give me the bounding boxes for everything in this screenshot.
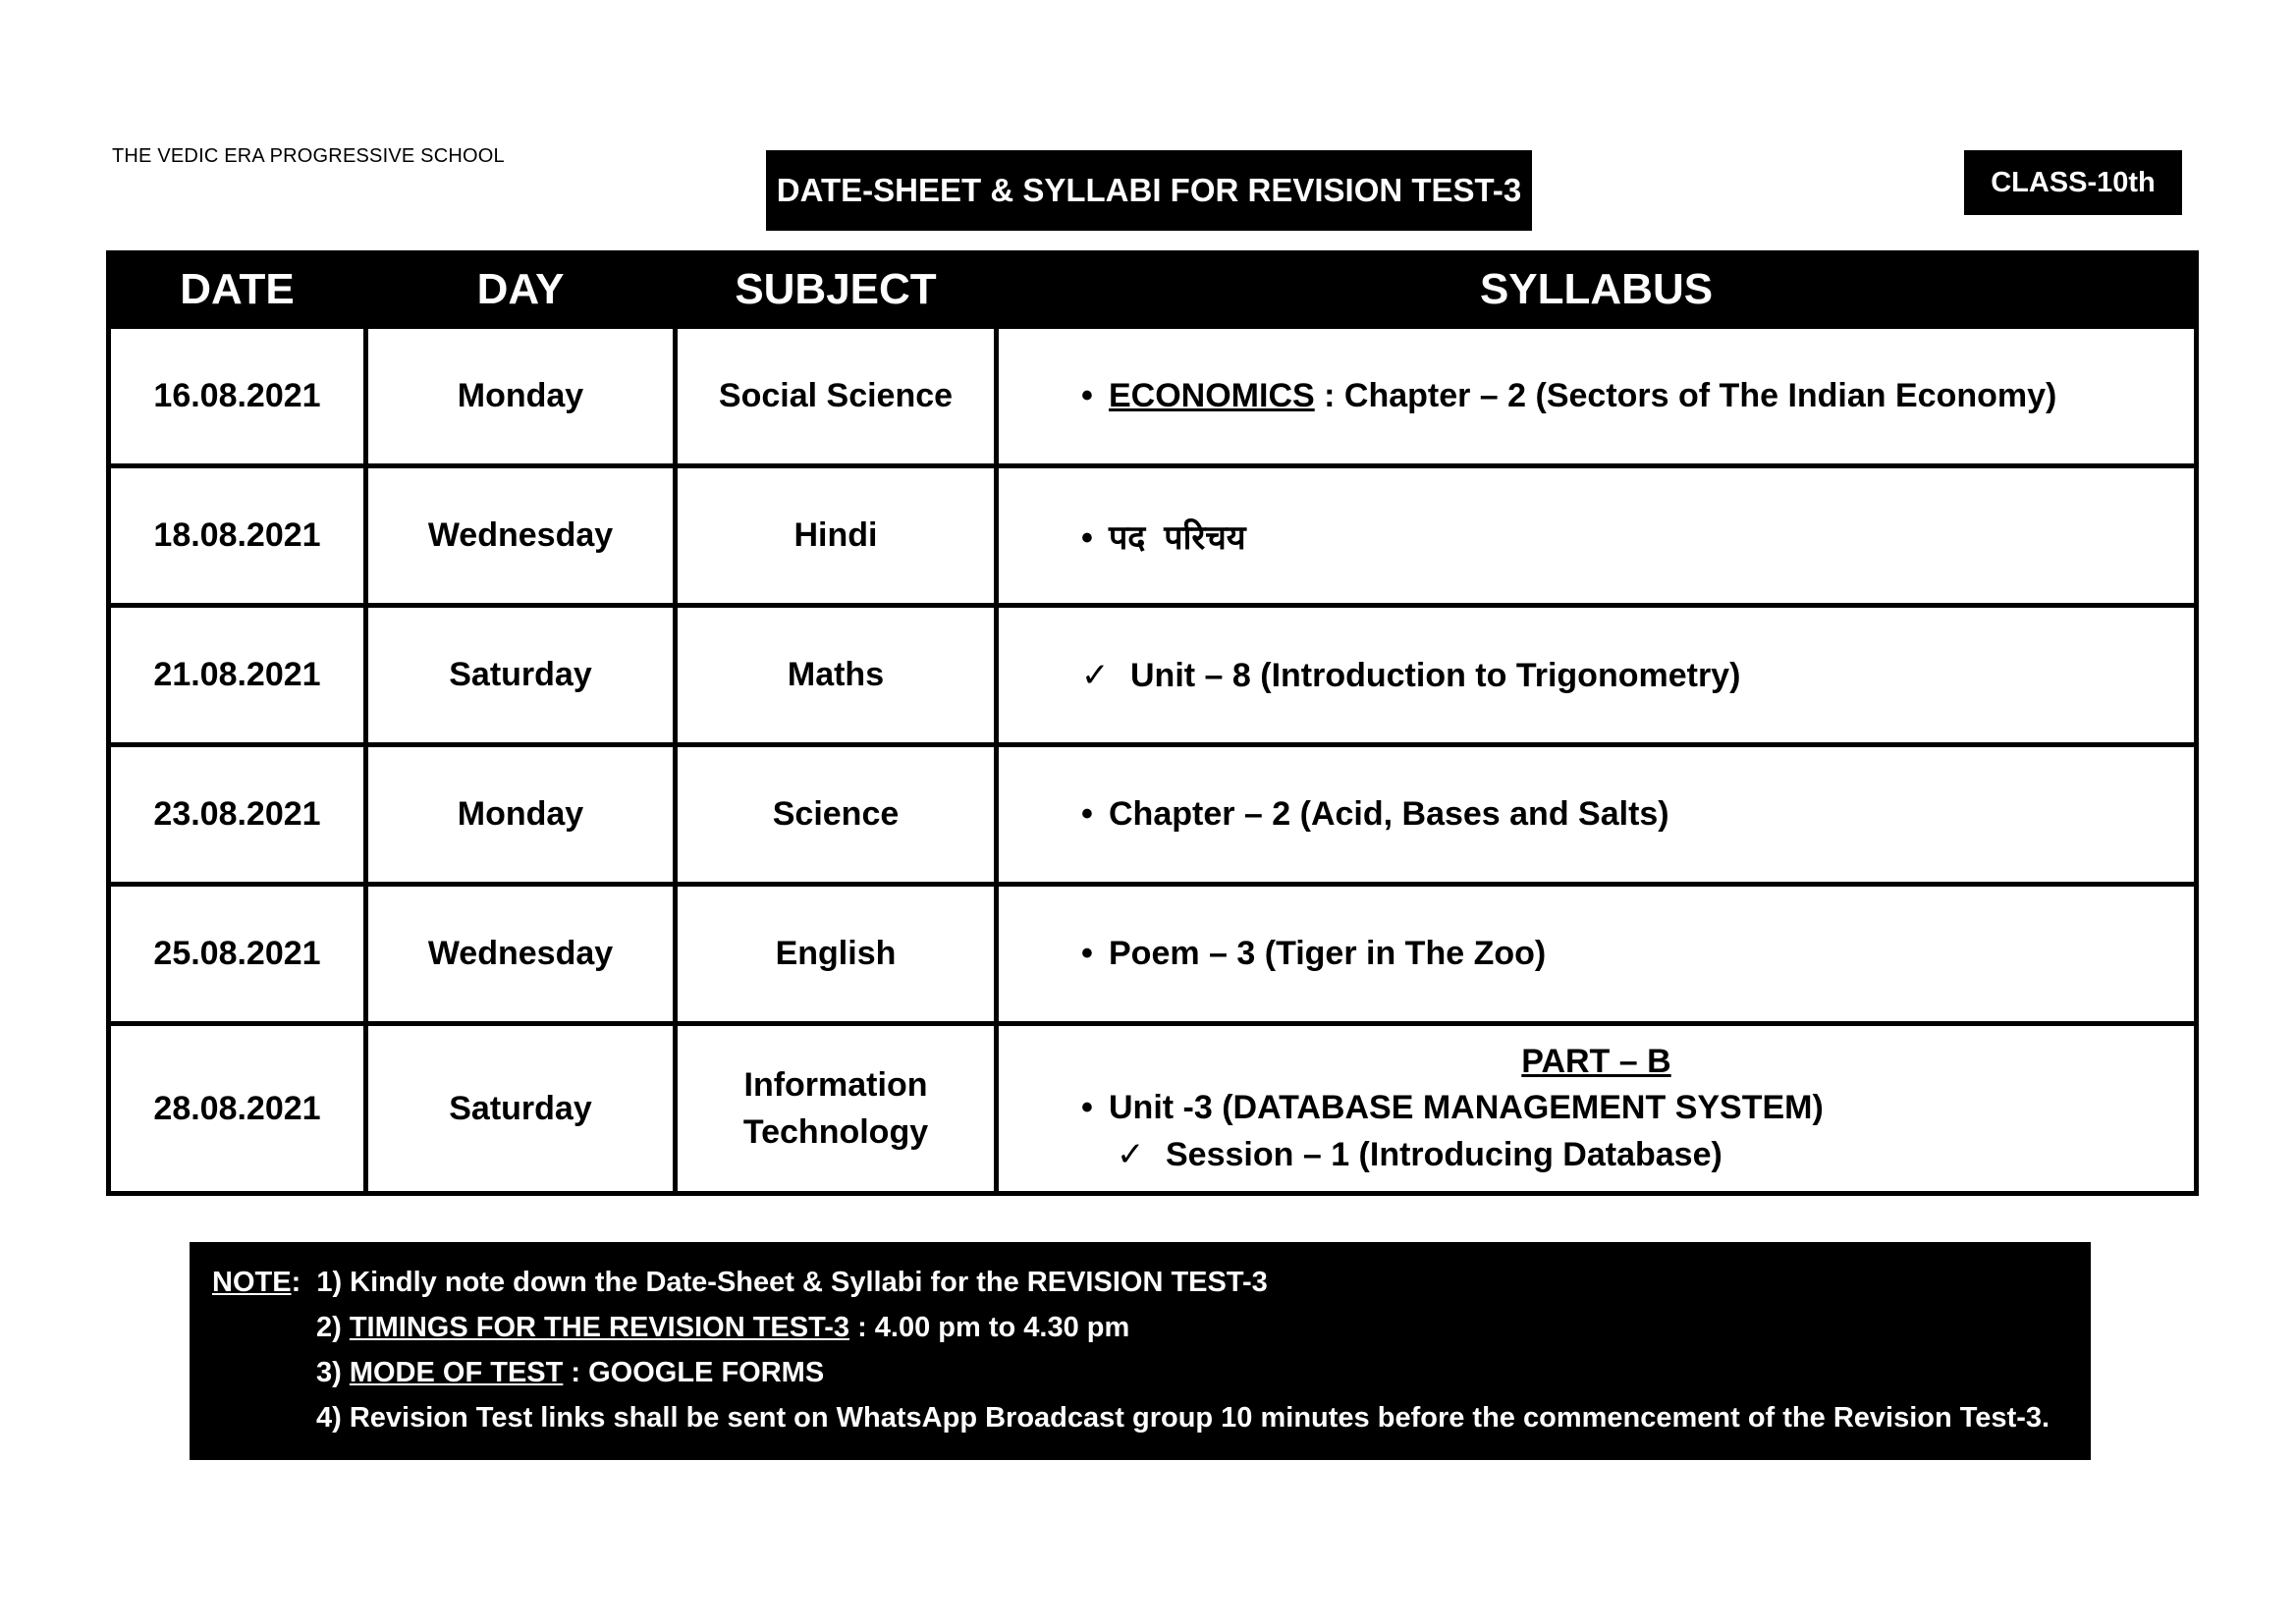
part-heading: PART – B: [1521, 1043, 1671, 1080]
day-cell: Saturday: [366, 606, 676, 745]
date-cell: 18.08.2021: [109, 466, 366, 606]
syllabus-line: [1081, 1084, 2194, 1131]
subject-cell: Science: [676, 745, 997, 885]
note-line: [212, 1305, 2091, 1350]
table-row: [109, 606, 2197, 745]
subject-cell: Social Science: [676, 327, 997, 466]
note-box: [190, 1242, 2091, 1460]
date-cell: 25.08.2021: [109, 885, 366, 1024]
syllabus-subitem: [1081, 1131, 2194, 1178]
syllabus-text: Poem – 3 (Tiger in The Zoo): [1109, 935, 1547, 972]
table-row: [109, 1024, 2197, 1194]
subject-cell: [676, 1024, 997, 1194]
note-text: 4) Revision Test links shall be sent on WhatsApp Broadcast group 10 minutes before the commencement of the Revision Test-3.: [316, 1402, 2050, 1434]
subject-cell: Hindi: [676, 466, 997, 606]
syllabus-cell: [997, 327, 2197, 466]
day-cell: Monday: [366, 745, 676, 885]
subject-cell: Maths: [676, 606, 997, 745]
note-line: [212, 1395, 2091, 1440]
table-row: [109, 745, 2197, 885]
syllabus-cell: [997, 1024, 2197, 1194]
column-header-day: DAY: [366, 253, 676, 327]
syllabus-subitem-text: Session – 1 (Introducing Database): [1166, 1136, 1722, 1173]
bullet-icon: •: [1081, 795, 1093, 833]
day-cell: Wednesday: [366, 466, 676, 606]
note-text: : 4.00 pm to 4.30 pm: [849, 1312, 1130, 1343]
school-name: THE VEDIC ERA PROGRESSIVE SCHOOL: [112, 145, 505, 167]
note-line: [212, 1260, 2091, 1305]
table-row: [109, 466, 2197, 606]
syllabus-cell: [997, 606, 2197, 745]
date-cell: 23.08.2021: [109, 745, 366, 885]
syllabus-text: Unit -3 (DATABASE MANAGEMENT SYSTEM): [1109, 1089, 1824, 1126]
subject-line: Technology: [742, 1113, 929, 1151]
syllabus-text: पद परिचय: [1109, 518, 1246, 557]
bullet-icon: •: [1081, 518, 1093, 557]
bullet-icon: •: [1081, 935, 1093, 972]
class-badge: CLASS-10th: [1964, 150, 2182, 215]
date-cell: 28.08.2021: [109, 1024, 366, 1194]
note-emphasis: MODE OF TEST: [349, 1357, 564, 1388]
column-header-syllabus: SYLLABUS: [997, 253, 2197, 327]
note-emphasis: TIMINGS FOR THE REVISION TEST-3: [349, 1312, 850, 1343]
table-row: [109, 327, 2197, 466]
syllabus-cell: [997, 745, 2197, 885]
page-title: DATE-SHEET & SYLLABI FOR REVISION TEST-3: [766, 150, 1532, 231]
subject-line: Information: [743, 1066, 928, 1104]
table-row: [109, 885, 2197, 1024]
column-header-subject: SUBJECT: [676, 253, 997, 327]
date-sheet-table: [106, 250, 2199, 1196]
day-cell: Wednesday: [366, 885, 676, 1024]
syllabus-text: Chapter – 2 (Acid, Bases and Salts): [1109, 795, 1669, 833]
date-cell: 21.08.2021: [109, 606, 366, 745]
check-icon: ✓: [1117, 1136, 1145, 1173]
note-text: 1) Kindly note down the Date-Sheet & Syllabi for the REVISION TEST-3: [316, 1267, 1268, 1298]
syllabus-cell: [997, 466, 2197, 606]
day-cell: Monday: [366, 327, 676, 466]
note-text: 2): [316, 1312, 350, 1343]
table-header-row: [109, 253, 2197, 327]
subject-cell: English: [676, 885, 997, 1024]
syllabus-text: Unit – 8 (Introduction to Trigonometry): [1130, 656, 1741, 694]
note-text: 3): [316, 1357, 350, 1388]
syllabus-text: : Chapter – 2 (Sectors of The Indian Economy): [1314, 377, 2057, 414]
date-cell: 16.08.2021: [109, 327, 366, 466]
note-label: NOTE: [212, 1267, 292, 1298]
column-header-date: DATE: [109, 253, 366, 327]
syllabus-topic: ECONOMICS: [1109, 377, 1315, 414]
day-cell: Saturday: [366, 1024, 676, 1194]
note-colon: :: [291, 1267, 317, 1298]
note-line: [212, 1350, 2091, 1395]
note-text: : GOOGLE FORMS: [563, 1357, 825, 1388]
bullet-icon: •: [1081, 377, 1093, 414]
syllabus-cell: [997, 885, 2197, 1024]
bullet-icon: •: [1081, 1089, 1093, 1126]
check-icon: ✓: [1081, 656, 1110, 694]
